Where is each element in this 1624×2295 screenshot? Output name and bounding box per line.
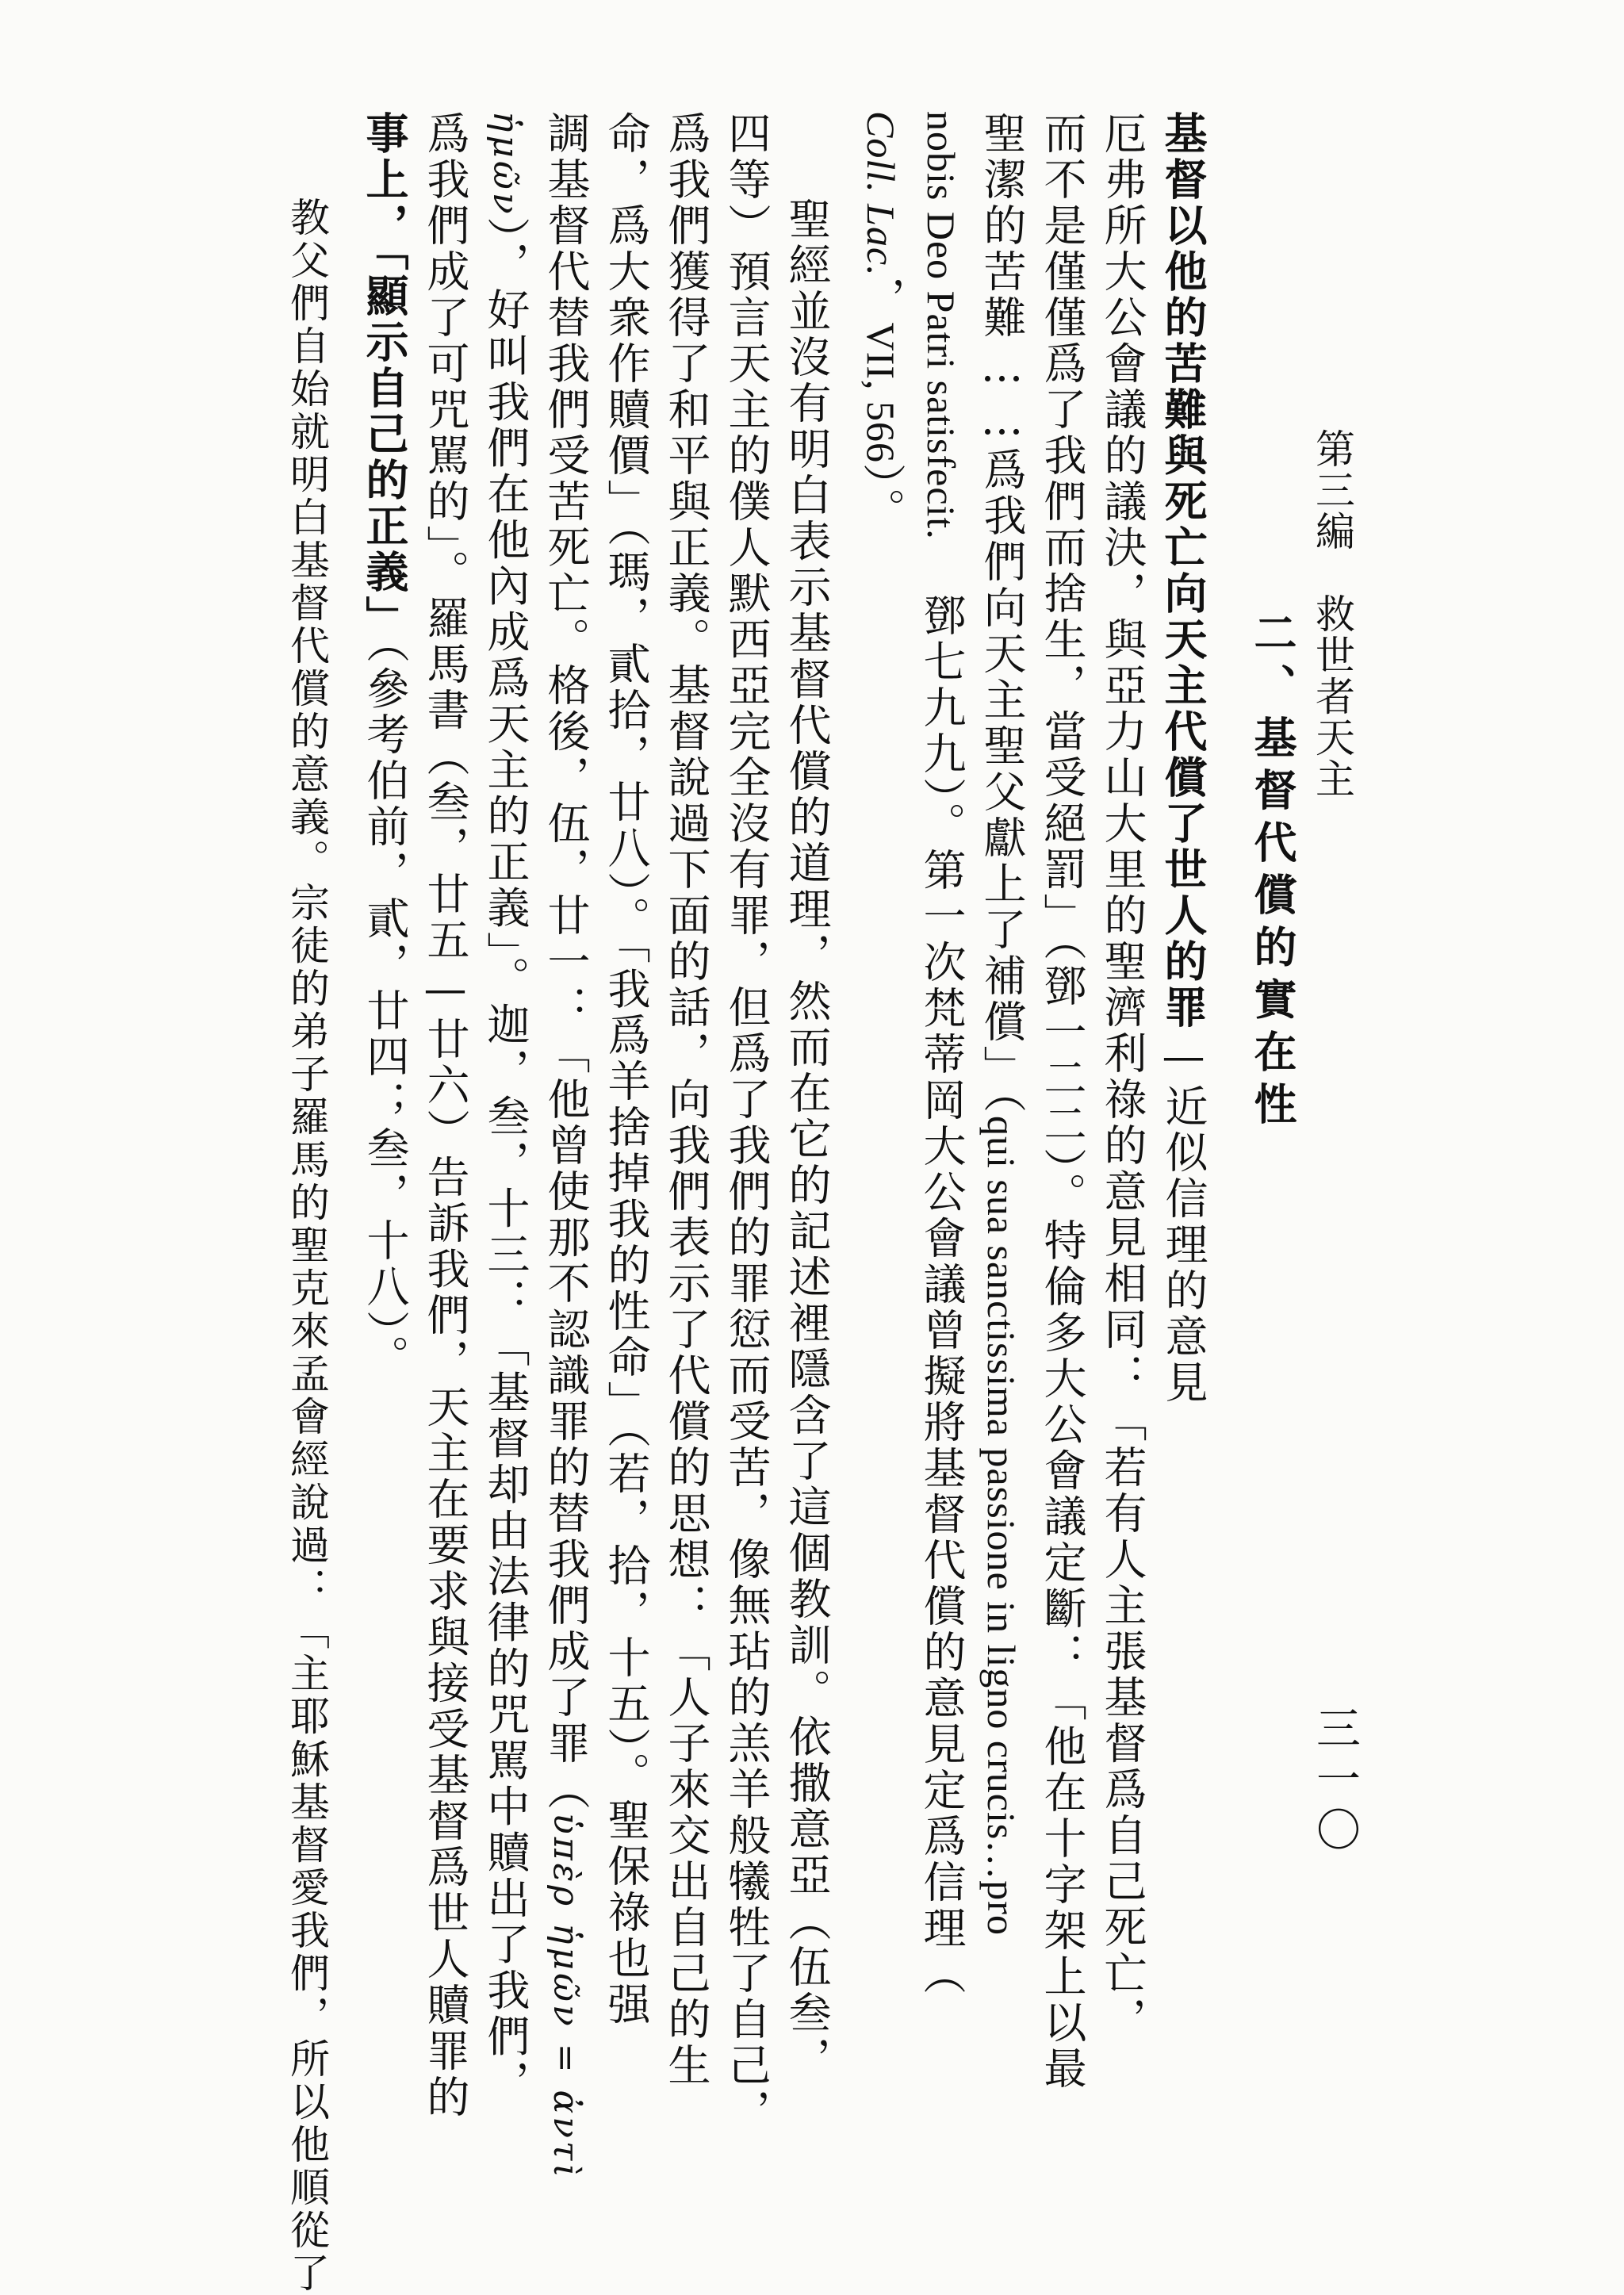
text-segment: 聖潔的苦難……爲我們向天主聖父獻上了補償」（	[977, 111, 1027, 1116]
text-segment: nobis Deo Patri satisfecit.	[919, 111, 963, 540]
text-column	[359, 111, 410, 1381]
page-number: 三一〇	[1309, 1705, 1361, 1857]
text-column	[481, 111, 530, 2106]
text-column	[917, 111, 967, 1998]
text-column	[661, 111, 711, 2089]
text-segment: 而不是僅僅爲了我們而捨生，當受絕罰」（鄧一二二）。特倫多大公會議定斷：「他在十字架上以最	[1037, 111, 1087, 2092]
text-segment: 基督以他的苦難與死亡向天主代償了世人的罪	[1158, 111, 1208, 1031]
text-segment: 聖經並沒有明白表示基督代償的道理，然而在它的記述裡隱含了這個教訓。依撒意亞（伍叁，	[782, 197, 832, 2082]
text-segment: VII, 566	[859, 322, 903, 464]
text-column	[782, 197, 832, 2082]
text-segment: 「顯示自己的正義」	[359, 249, 410, 642]
text-segment: 教父們自始就明白基督代償的意義。宗徒的弟子羅馬的聖克來孟會經說過：「主耶穌基督愛我們，所以他順從了	[284, 197, 330, 2295]
text-segment: 事上，	[359, 111, 410, 249]
section-title: 二、基督代償的實在性	[1247, 611, 1298, 1134]
text-segment: 調基督代替我們受苦死亡。格後，伍，廿一：「他曾使那不認識罪的替我們成了罪（	[541, 111, 591, 1813]
text-segment: 爲我們獲得了和平與正義。基督說過下面的話，向我們表示了代償的思想：「人子來交出自己的生	[661, 111, 711, 2089]
text-segment: —近似信理的意見	[1159, 1031, 1208, 1406]
text-segment: ，	[856, 276, 906, 323]
text-segment: 鄧七九九）。第一次梵蒂岡大公會議曾擬將基督代償的意見定爲信理（	[917, 539, 967, 1998]
text-column	[1097, 111, 1147, 2043]
text-segment: ἡμῶν	[485, 111, 526, 217]
text-segment: qui sua sanctissima passione in ligno crucis…pro	[979, 1116, 1024, 1936]
text-column	[977, 111, 1027, 1936]
running-title: 第三編 救世者天主	[1309, 428, 1355, 799]
text-segment: 命，爲大衆作贖價」（瑪，貳拾，廿八）。「我爲羊捨掉我的性命」（若，拾，十五）。聖保祿也强	[601, 111, 651, 2028]
text-column	[722, 111, 772, 2135]
text-column	[1037, 111, 1087, 2092]
text-column	[284, 197, 330, 2295]
text-segment: 四等）預言天主的僕人默西亞完全沒有罪，但爲了我們的罪愆而受苦，像無玷的羔羊般犧牲了自己，	[722, 111, 772, 2135]
text-segment: 爲我們成了可咒駡的」。羅馬書（叁，廿五—廿六）告訴我們，天主在要求與接受基督爲世人贖罪的	[420, 111, 470, 2121]
text-segment: ὑπὲρ ἡμῶν = ἀντὶ	[546, 1813, 586, 2181]
text-segment: （參考伯前，貳，廿四；叁，十八）。	[360, 642, 410, 1381]
text-column	[1158, 111, 1208, 1406]
text-column	[541, 111, 591, 2181]
text-column	[601, 111, 651, 2028]
text-segment: Coll. Lac.	[859, 111, 903, 277]
text-segment: ），好叫我們在他內成爲天主的正義」。迦，叁，十三：「基督却由法律的咒駡中贖出了我們，	[481, 216, 530, 2106]
text-column	[420, 111, 470, 2121]
text-column	[856, 111, 906, 534]
text-segment: ）。	[856, 463, 906, 534]
text-segment: 厄弗所大公會議的議決，與亞力山大里的聖濟利祿的意見相同：「若有人主張基督爲自己死亡，	[1097, 111, 1147, 2043]
